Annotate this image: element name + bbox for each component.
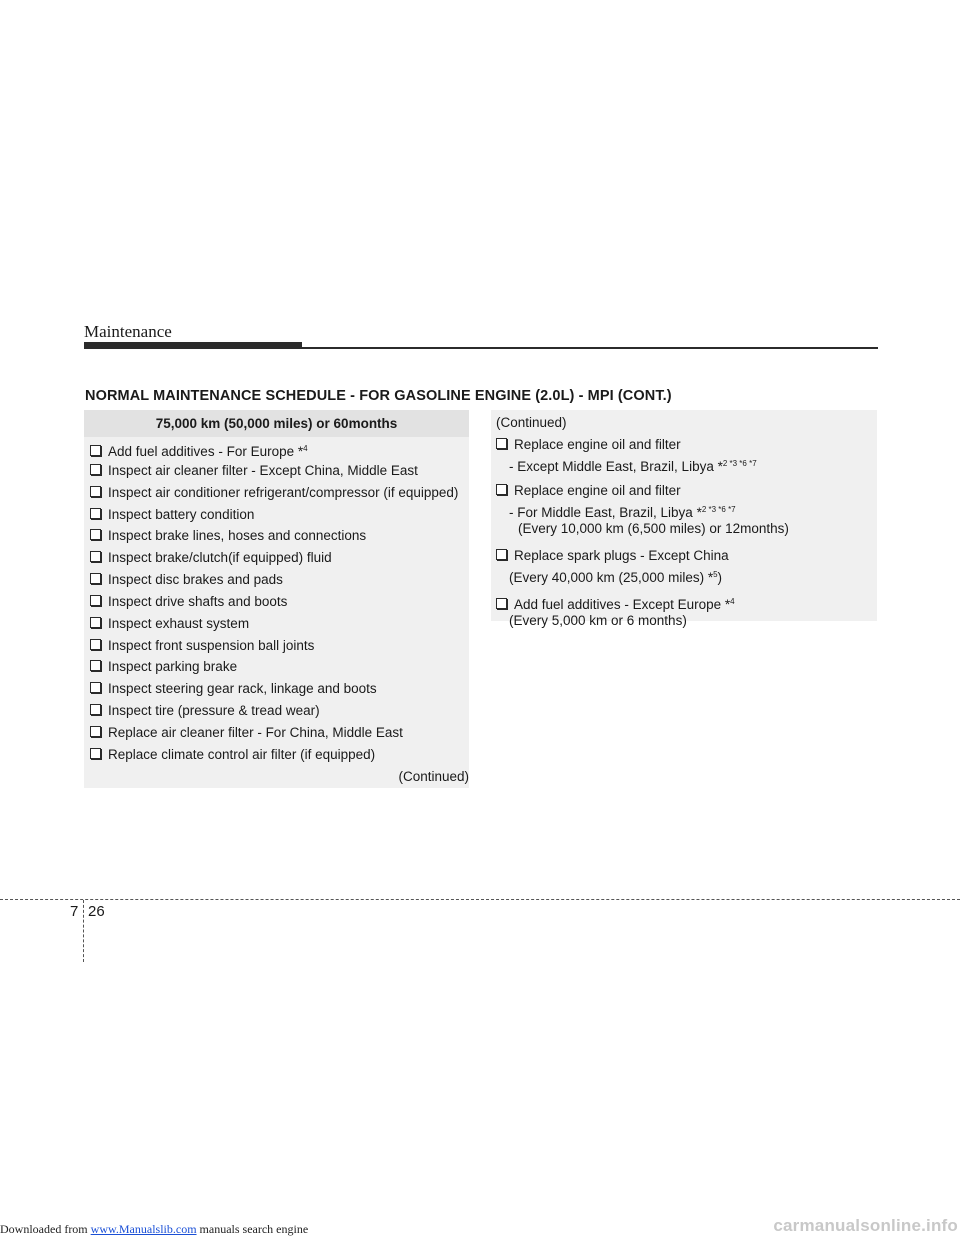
checklist-item xyxy=(84,482,469,504)
left-continued: (Continued) xyxy=(398,769,469,784)
checklist-item xyxy=(84,700,469,722)
item-text: Inspect tire (pressure & tread wear) xyxy=(108,703,320,719)
checkbox-icon xyxy=(90,445,101,456)
item-interval-end: ) xyxy=(717,570,723,585)
item-text: Replace air cleaner filter - For China, Middle East xyxy=(108,724,403,740)
checklist-item xyxy=(84,656,469,678)
chapter-number: 7 xyxy=(70,903,79,920)
item-text: Replace engine oil and filter xyxy=(514,483,681,498)
checklist-item xyxy=(84,722,469,744)
item-interval: (Every 40,000 km (25,000 miles) * xyxy=(509,570,714,585)
item-text: Inspect air conditioner refrigerant/compressor (if equipped) xyxy=(108,484,459,500)
checklist-item xyxy=(84,613,469,635)
header-rule-thick xyxy=(84,342,302,349)
item-text: Inspect front suspension ball joints xyxy=(108,637,315,653)
checkbox-icon xyxy=(90,486,101,497)
checkbox-icon xyxy=(90,639,101,650)
checklist-item xyxy=(84,744,469,766)
checkbox-icon xyxy=(90,704,101,715)
footnote-ref: 4 xyxy=(730,597,735,606)
checkbox-icon xyxy=(90,508,101,519)
checkbox-icon xyxy=(90,551,101,562)
header-rule-thin xyxy=(302,347,878,349)
checklist-item xyxy=(84,438,469,460)
item-text: Inspect disc brakes and pads xyxy=(108,572,283,588)
checklist-item xyxy=(84,504,469,526)
list-item xyxy=(496,481,877,538)
section-title: Maintenance xyxy=(84,322,172,341)
checklist-item xyxy=(84,591,469,613)
checkbox-icon xyxy=(90,682,101,693)
item-text: Replace spark plugs - Except China xyxy=(514,548,729,563)
manualslib-link[interactable]: www.Manualslib.com xyxy=(90,1222,197,1236)
right-panel xyxy=(491,410,877,628)
item-interval: (Every 10,000 km (6,500 miles) or 12months) xyxy=(518,521,789,536)
checkbox-icon xyxy=(90,464,101,475)
checklist-item xyxy=(84,678,469,700)
item-text: Replace engine oil and filter xyxy=(514,437,681,452)
item-text: Inspect battery condition xyxy=(108,506,255,522)
interval-header: 75,000 km (50,000 miles) or 60months xyxy=(84,410,469,437)
checkbox-icon xyxy=(90,617,101,628)
item-text: Inspect brake/clutch(if equipped) fluid xyxy=(108,550,332,566)
page-number: 26 xyxy=(88,903,105,920)
checklist-item xyxy=(84,460,469,482)
item-subtext: - Except Middle East, Brazil, Libya * xyxy=(509,459,723,474)
checklist-item xyxy=(84,569,469,591)
right-continued: (Continued) xyxy=(496,415,567,430)
checkbox-icon xyxy=(90,748,101,759)
left-panel xyxy=(84,410,469,788)
download-footer xyxy=(0,1222,308,1237)
item-text: Inspect drive shafts and boots xyxy=(108,593,288,609)
footnote-ref: 2 *3 *6 *7 xyxy=(722,459,757,468)
checkbox-icon xyxy=(90,595,101,606)
checkbox-icon xyxy=(496,484,507,495)
checklist-item xyxy=(84,635,469,657)
item-text: Replace climate control air filter (if equipped) xyxy=(108,746,376,762)
left-checklist xyxy=(84,438,469,766)
item-text: Inspect exhaust system xyxy=(108,615,250,631)
checklist-item xyxy=(84,525,469,547)
checkbox-icon xyxy=(90,660,101,671)
checkbox-icon xyxy=(90,726,101,737)
footer-prefix: Downloaded from xyxy=(0,1222,91,1236)
item-text: Add fuel additives - Except Europe * xyxy=(514,597,731,612)
footnote-ref: 4 xyxy=(303,444,308,453)
item-text: Inspect steering gear rack, linkage and boots xyxy=(108,681,377,697)
checkbox-icon xyxy=(90,529,101,540)
checkbox-icon xyxy=(496,549,507,560)
checkbox-icon xyxy=(496,598,507,609)
checkbox-icon xyxy=(496,438,507,449)
item-interval: (Every 5,000 km or 6 months) xyxy=(509,613,687,628)
dashed-separator xyxy=(0,899,960,900)
list-item xyxy=(496,435,877,473)
list-item xyxy=(496,592,877,630)
checkbox-icon xyxy=(90,573,101,584)
footer-suffix: manuals search engine xyxy=(196,1222,309,1236)
watermark: carmanualsonline.info xyxy=(773,1216,958,1235)
schedule-title: NORMAL MAINTENANCE SCHEDULE - FOR GASOLINE ENGINE (2.0L) - MPI (CONT.) xyxy=(85,388,672,404)
item-text: Inspect brake lines, hoses and connections xyxy=(108,528,367,544)
item-subtext: - For Middle East, Brazil, Libya * xyxy=(509,505,702,520)
dashed-margin-line xyxy=(83,900,84,962)
list-item xyxy=(496,546,877,584)
item-text: Add fuel additives - For Europe * xyxy=(108,444,304,459)
footnote-ref: 2 *3 *6 *7 xyxy=(701,505,736,514)
checklist-item xyxy=(84,547,469,569)
footnote-ref: 5 xyxy=(713,570,718,579)
item-text: Inspect air cleaner filter - Except China, Middle East xyxy=(108,462,418,478)
item-text: Inspect parking brake xyxy=(108,659,238,675)
